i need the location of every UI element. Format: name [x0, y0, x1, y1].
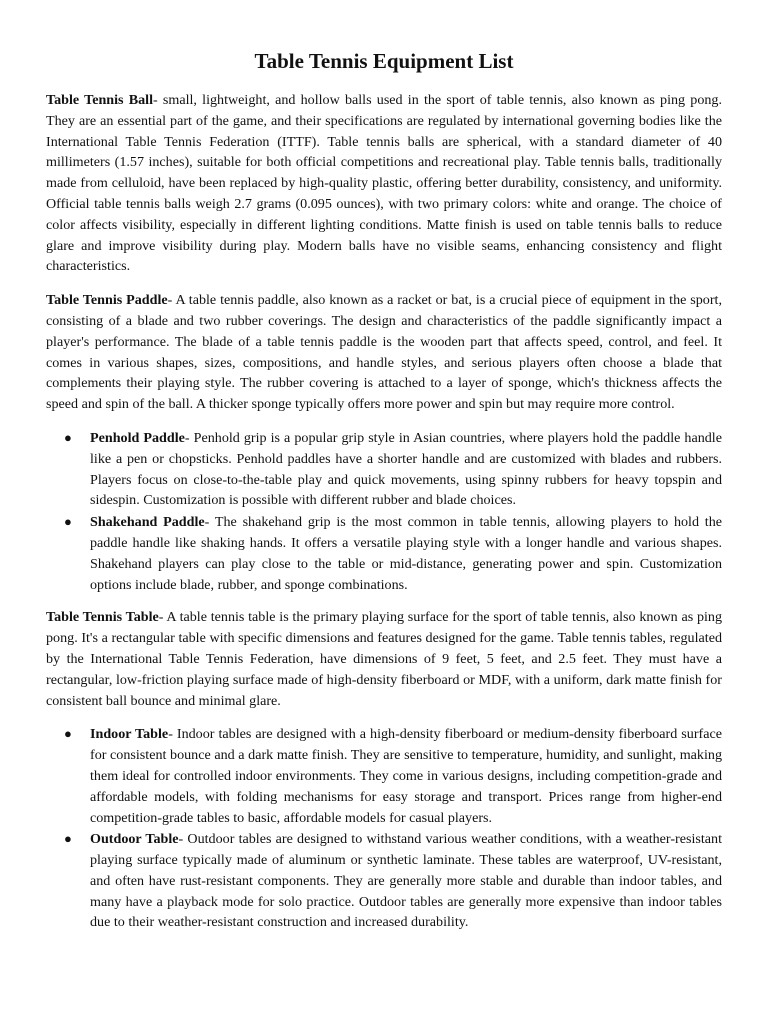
bullet-icon: ●: [64, 429, 72, 445]
section-text: - A table tennis table is the primary playing surface for the sport of table tennis, also known as ping pong. It's a rectangular table with specific dimensions and features designed for the game. Table tennis tables, regulated by the International Table Tennis Federation, have dimensions of 9 feet, 5 feet, and 2.5 feet. They must have a rectangular, low-friction playing surface made of high-density fiberboard or MDF, with a uniform, dark matte finish for consistent ball bounce and minimal glare.: [46, 609, 722, 709]
list-item-text: - Outdoor tables are designed to withstand various weather conditions, with a weather-resistant playing surface typically made of aluminum or synthetic laminate. These tables are waterproof, UV-resistant, and often have rust-resistant components. They are generally more stable and durable than indoor tables, and many have a playback mode for solo practice. Outdoor tables are generally more expensive than indoor tables due to their weather-resistant construction and increased durability.: [90, 831, 722, 931]
section-text: - small, lightweight, and hollow balls used in the sport of table tennis, also known as ping pong. They are an essential part of the game, and their specifications are regulated by international governing bodies like the International Table Tennis Federation (ITTF). Table tennis balls are spherical, with a standard diameter of 40 millimeters (1.57 inches), suitable for both official competitions and recreational play. Table tennis balls, traditionally made from celluloid, have been replaced by high-quality plastic, offering better durability, consistency, and uniformity. Official table tennis balls weigh 2.7 grams (0.095 ounces), with two primary colors: white and orange. The choice of color affects visibility, especially in different lighting conditions. Matte finish is used on table tennis balls to reduce glare and improve visibility during play. Modern balls have no visible seams, enhancing consistency and flight characteristics.: [46, 92, 722, 275]
bullet-icon: ●: [64, 514, 72, 530]
section-paddle: [46, 290, 722, 415]
page-title: Table Tennis Equipment List: [254, 49, 514, 73]
bullet-icon: ●: [64, 726, 72, 742]
list-item-heading: Outdoor Table: [90, 831, 179, 848]
list-item-text: - Penhold grip is a popular grip style in Asian countries, where players hold the paddle handle like a pen or chopsticks. Penhold paddles have a shorter handle and are customized with blades and rubbers. Players focus on close-to-the-table play and quick movements, using spinny rubbers for heavy topspin and sidespin. Customization is possible with different rubber and blade choices.: [90, 429, 722, 509]
list-item-text: - The shakehand grip is the most common in table tennis, allowing players to hold the paddle handle like shaking hands. It offers a versatile playing style with a longer handle and various shapes. Shakehand players can play close to the table or mid-distance, generating power and spin. Customization options include blade, rubber, and sponge combinations.: [90, 514, 723, 593]
paddle-list: [46, 428, 722, 595]
section-heading: Table Tennis Ball: [46, 92, 154, 108]
list-item: [46, 428, 722, 511]
section-table: [46, 607, 722, 711]
list-item-heading: Penhold Paddle: [90, 429, 185, 446]
section-heading: Table Tennis Table: [46, 609, 159, 626]
bullet-icon: ●: [64, 831, 72, 847]
section-heading: Table Tennis Paddle: [46, 292, 168, 309]
list-item-text: - Indoor tables are designed with a high-density fiberboard or medium-density fiberboard surface for consistent bounce and a dark matte finish. They are sensitive to temperature, humidity, and sunlight, making them ideal for controlled indoor environments. They come in various designs, including competition-grade and affordable models, with folding mechanisms for easy storage and transport. Prices range from higher-end competition-grade tables to basic, affordable models for casual players.: [90, 726, 722, 826]
section-text: - A table tennis paddle, also known as a racket or bat, is a crucial piece of equipment in the sport, consisting of a blade and two rubber coverings. The design and characteristics of the paddle significantly impact a player's performance. The blade of a table tennis paddle is the wooden part that affects speed, control, and feel. It comes in various shapes, sizes, compositions, and handle styles, and serious players often choose a blade that complements their playing style. The rubber covering is attached to a layer of sponge, which's thickness affects the speed and spin of the ball. A thicker sponge typically offers more power and spin but may require more control.: [46, 292, 722, 413]
section-ball: [46, 90, 722, 277]
list-item-heading: Indoor Table: [90, 726, 169, 743]
table-list: [46, 724, 722, 933]
list-item: [46, 724, 722, 828]
list-item-heading: Shakehand Paddle: [90, 514, 205, 531]
list-item: [46, 829, 722, 933]
list-item: [46, 512, 722, 595]
